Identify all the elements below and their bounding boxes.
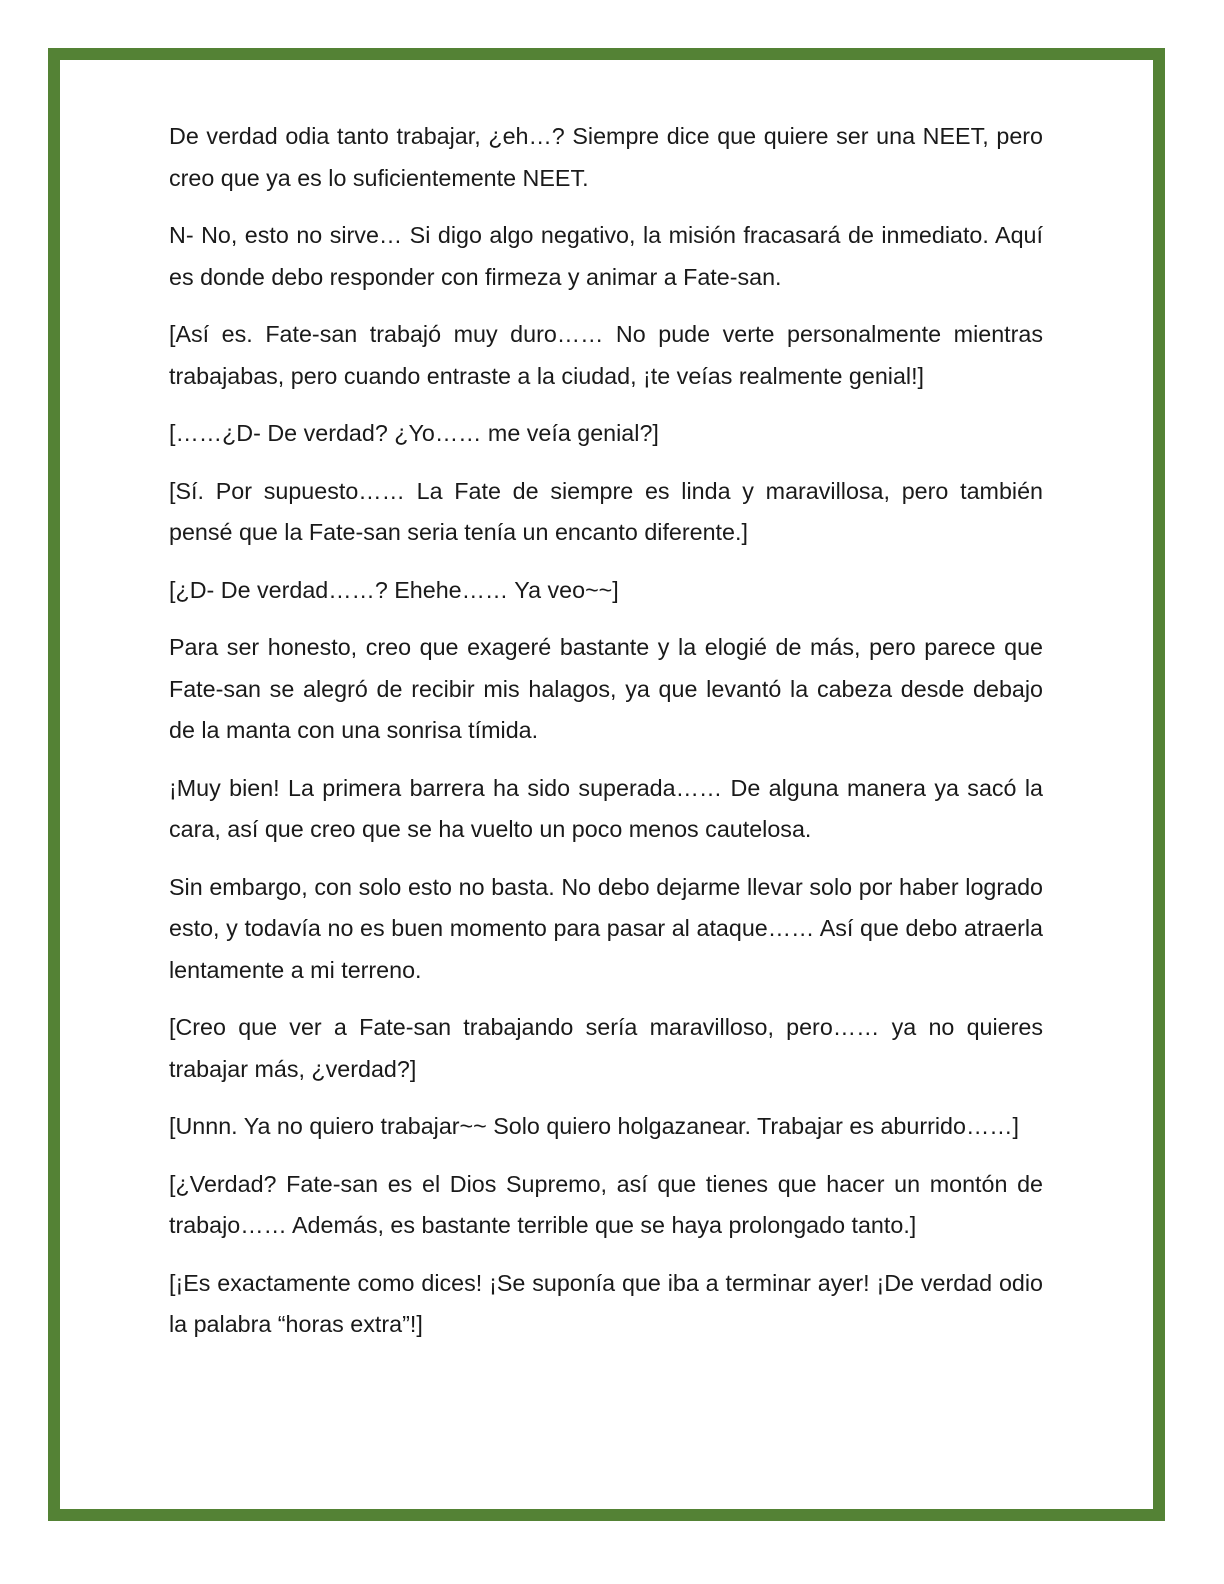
paragraph: [Creo que ver a Fate-san trabajando sería maravilloso, pero…… ya no quieres trabajar más, ¿verdad?]: [169, 1014, 1043, 1082]
paragraph: [¡Es exactamente como dices! ¡Se suponía que iba a terminar ayer! ¡De verdad odio la palabra “horas extra”!]: [169, 1269, 1043, 1337]
paragraph: ¡Muy bien! La primera barrera ha sido superada…… De alguna manera ya sacó la cara, así que creo que se ha vuelto un poco menos cautelosa.: [169, 774, 1043, 842]
paragraph: Para ser honesto, creo que exageré bastante y la elogié de más, pero parece que Fate-san se alegró de recibir mis halagos, ya que levantó la cabeza desde debajo de la manta con una sonrisa tímida.: [169, 634, 1043, 743]
paragraph: [¿Verdad? Fate-san es el Dios Supremo, así que tienes que hacer un montón de trabajo…… Además, es bastante terrible que se haya prolongado tanto.]: [169, 1170, 1043, 1238]
paragraph: [¿D- De verdad……? Ehehe…… Ya veo~~]: [169, 576, 619, 603]
paragraph: [Así es. Fate-san trabajó muy duro…… No pude verte personalmente mientras trabajabas, pero cuando entraste a la ciudad, ¡te veías realmente genial!]: [169, 321, 1043, 389]
paragraph: Sin embargo, con solo esto no basta. No debo dejarme llevar solo por haber logrado esto, y todavía no es buen momento para pasar al ataque…… Así que debo atraerla lentamente a mi terreno.: [169, 873, 1043, 983]
paragraph: [Sí. Por supuesto…… La Fate de siempre es linda y maravillosa, pero también pensé que la Fate-san seria tenía un encanto diferente.]: [169, 477, 1043, 545]
paragraph: N- No, esto no sirve… Si digo algo negativo, la misión fracasará de inmediato. Aquí es donde debo responder con firmeza y animar a Fate-san.: [169, 222, 1043, 290]
paragraph: [Unnn. Ya no quiero trabajar~~ Solo quiero holgazanear. Trabajar es aburrido……]: [169, 1113, 1020, 1139]
paragraph: [……¿D- De verdad? ¿Yo…… me veía genial?]: [169, 420, 659, 446]
paragraph: De verdad odia tanto trabajar, ¿eh…? Siempre dice que quiere ser una NEET, pero creo que ya es lo suficientemente NEET.: [169, 123, 1043, 191]
document-body: [169, 116, 1043, 1362]
